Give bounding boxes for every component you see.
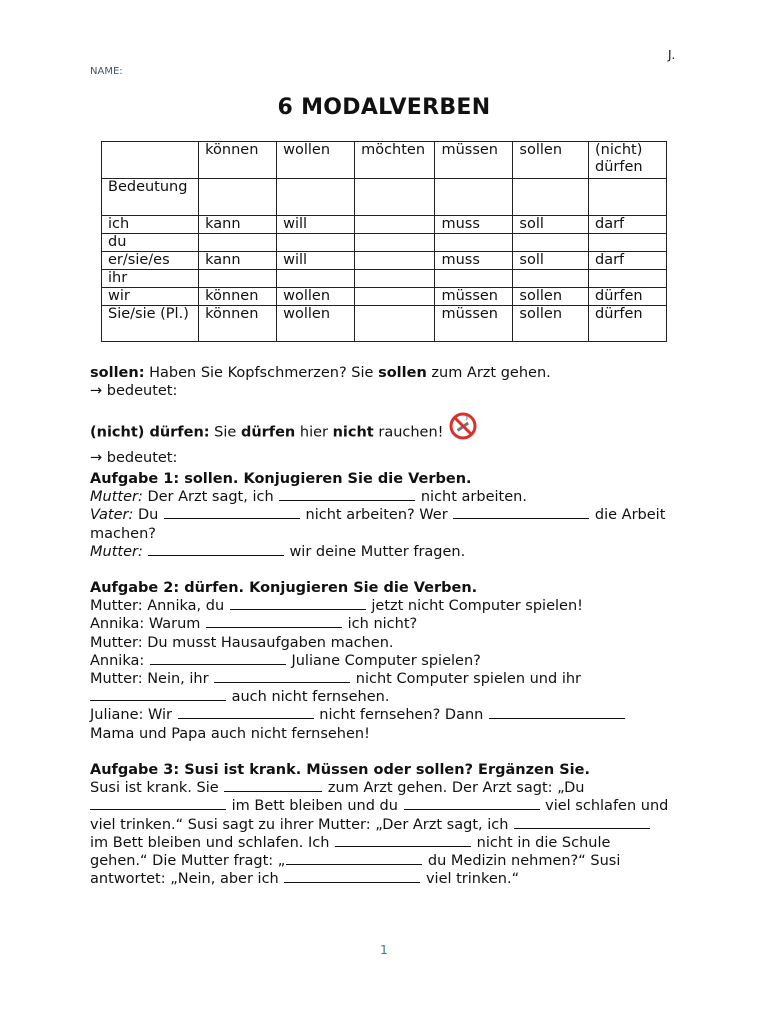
table-cell: [435, 179, 513, 216]
table-cell: wir: [102, 288, 199, 306]
table-cell: darf: [588, 216, 666, 234]
line-text: Juliane Computer spielen?: [286, 652, 481, 669]
line-text: viel schlafen und: [540, 798, 669, 815]
keyword: nicht: [332, 424, 374, 441]
answer-blank[interactable]: [90, 688, 226, 701]
speaker-label: Vater:: [90, 507, 134, 524]
answer-blank[interactable]: [90, 797, 226, 810]
table-cell: [277, 179, 355, 216]
table-cell: sollen: [513, 306, 589, 342]
table-cell: [277, 270, 355, 288]
line-text: die Arbeit: [590, 507, 666, 524]
aufgabe-2-heading: Aufgabe 2: dürfen. Konjugieren Sie die Verben.: [90, 580, 478, 596]
table-cell: [277, 234, 355, 252]
table-cell: müssen: [435, 306, 513, 342]
example-text: rauchen!: [373, 424, 444, 441]
line-text: im Bett bleiben und du: [227, 798, 403, 815]
table-cell: [199, 179, 277, 216]
table-cell: du: [102, 234, 199, 252]
keyword: sollen: [378, 365, 427, 381]
table-header-cell: müssen: [435, 142, 513, 179]
table-cell: können: [199, 288, 277, 306]
table-cell: müssen: [435, 288, 513, 306]
table-header-cell: (nicht) dürfen: [588, 142, 666, 179]
sollen-example: [90, 364, 690, 400]
table-cell: [513, 179, 589, 216]
name-label: NAME:: [90, 66, 123, 77]
table-cell: [199, 270, 277, 288]
line-text: viel trinken.“ Susi sagt zu ihrer Mutter: „Der Arzt sagt, ich: [90, 816, 514, 833]
table-cell: Bedeutung: [102, 179, 199, 216]
table-cell: [355, 234, 435, 252]
line-text: Mutter: Du musst Hausaufgaben machen.: [90, 634, 394, 651]
table-cell: [435, 270, 513, 288]
line-text: Du: [133, 507, 163, 524]
table-cell: will: [277, 252, 355, 270]
answer-blank[interactable]: [404, 797, 540, 810]
table-header-cell: möchten: [355, 142, 435, 179]
duerfen-example: [90, 416, 690, 467]
table-cell: darf: [588, 252, 666, 270]
corner-initial: J.: [668, 48, 676, 62]
answer-blank[interactable]: [150, 652, 286, 665]
table-cell: [588, 179, 666, 216]
line-text: Susi ist krank. Sie: [90, 780, 224, 797]
line-text: machen?: [90, 525, 156, 542]
answer-blank[interactable]: [214, 670, 350, 683]
sollen-label: sollen:: [90, 365, 145, 381]
line-text: auch nicht fernsehen.: [227, 689, 390, 706]
table-cell: wollen: [277, 306, 355, 342]
table-header-cell: wollen: [277, 142, 355, 179]
line-text: zum Arzt gehen. Der Arzt sagt: „Du: [323, 780, 585, 797]
table-cell: [355, 288, 435, 306]
aufgabe-3-heading: Aufgabe 3: Susi ist krank. Müssen oder sollen? Ergänzen Sie.: [90, 762, 590, 778]
answer-blank[interactable]: [453, 506, 589, 519]
page-number: 1: [380, 943, 388, 957]
meaning-line: → bedeutet:: [90, 383, 178, 400]
answer-blank[interactable]: [279, 488, 415, 501]
answer-blank[interactable]: [514, 816, 650, 829]
line-text: nicht arbeiten? Wer: [300, 507, 453, 524]
table-cell: Sie/sie (Pl.): [102, 306, 199, 342]
line-text: antwortet: „Nein, aber ich: [90, 871, 284, 888]
example-text: Sie: [209, 424, 241, 441]
line-text: Juliane: Wir: [90, 707, 177, 724]
answer-blank[interactable]: [224, 779, 322, 792]
table-header-cell: können: [199, 142, 277, 179]
table-cell: muss: [435, 252, 513, 270]
table-row: [102, 270, 667, 288]
answer-blank[interactable]: [206, 615, 342, 628]
table-cell: kann: [199, 252, 277, 270]
table-cell: er/sie/es: [102, 252, 199, 270]
table-cell: ihr: [102, 270, 199, 288]
table-row: [102, 306, 667, 342]
line-text: Mama und Papa auch nicht fernsehen!: [90, 725, 370, 742]
table-cell: wollen: [277, 288, 355, 306]
table-cell: dürfen: [588, 288, 666, 306]
line-text: Annika: Warum: [90, 616, 206, 633]
aufgabe-2: [90, 579, 690, 743]
speaker-label: Mutter:: [90, 489, 143, 506]
answer-blank[interactable]: [284, 870, 420, 883]
line-text: Der Arzt sagt, ich: [142, 489, 279, 506]
table-cell: sollen: [513, 288, 589, 306]
line-text: nicht arbeiten.: [416, 489, 527, 506]
table-row: [102, 179, 667, 216]
keyword: dürfen: [240, 424, 296, 441]
table-header-cell: sollen: [513, 142, 589, 179]
table-row: [102, 252, 667, 270]
table-row: [102, 234, 667, 252]
line-text: nicht Computer spielen und ihr: [351, 671, 581, 688]
line-text: nicht in die Schule: [472, 834, 611, 851]
line-text: viel trinken.“: [421, 871, 520, 888]
meaning-line: → bedeutet:: [90, 450, 178, 467]
answer-blank[interactable]: [164, 506, 300, 519]
modal-verb-table: [101, 141, 667, 342]
table-cell: [513, 234, 589, 252]
line-text: ich nicht?: [343, 616, 418, 633]
table-header-cell: [102, 142, 199, 179]
line-text: im Bett bleiben und schlafen. Ich: [90, 834, 335, 851]
table-cell: [435, 234, 513, 252]
duerfen-label: (nicht) dürfen:: [90, 424, 210, 441]
table-cell: muss: [435, 216, 513, 234]
table-cell: soll: [513, 252, 589, 270]
table-cell: ich: [102, 216, 199, 234]
example-text: hier: [295, 424, 333, 441]
aufgabe-1-heading: Aufgabe 1: sollen. Konjugieren Sie die Verben.: [90, 471, 472, 487]
table-cell: soll: [513, 216, 589, 234]
table-cell: [513, 270, 589, 288]
table-cell: will: [277, 216, 355, 234]
line-text: Annika:: [90, 652, 149, 669]
table-cell: [588, 234, 666, 252]
line-text: gehen.“ Die Mutter fragt: „: [90, 853, 286, 870]
table-row: [102, 288, 667, 306]
table-header-row: [102, 142, 667, 179]
line-text: nicht fernsehen? Dann: [314, 707, 488, 724]
table-cell: können: [199, 306, 277, 342]
answer-blank[interactable]: [286, 852, 422, 865]
no-smoking-icon: [449, 412, 477, 445]
table-cell: [588, 270, 666, 288]
speaker-label: Mutter:: [90, 543, 143, 560]
table-cell: kann: [199, 216, 277, 234]
table-cell: [355, 270, 435, 288]
table-cell: [355, 306, 435, 342]
table-cell: [355, 252, 435, 270]
aufgabe-1: [90, 470, 690, 561]
answer-blank[interactable]: [230, 597, 366, 610]
line-text: jetzt nicht Computer spielen!: [366, 598, 583, 615]
answer-blank[interactable]: [148, 543, 284, 556]
line-text: Mutter: Annika, du: [90, 598, 229, 615]
table-row: [102, 216, 667, 234]
answer-blank[interactable]: [335, 834, 471, 847]
example-text: Haben Sie Kopfschmerzen? Sie: [144, 365, 379, 381]
table-cell: [355, 216, 435, 234]
answer-blank[interactable]: [489, 706, 625, 719]
answer-blank[interactable]: [178, 706, 314, 719]
aufgabe-3: [90, 761, 690, 888]
line-text: Mutter: Nein, ihr: [90, 671, 214, 688]
line-text: wir deine Mutter fragen.: [284, 543, 466, 560]
line-text: du Medizin nehmen?“ Susi: [423, 853, 621, 870]
table-cell: [355, 179, 435, 216]
page-title: 6 MODALVERBEN: [277, 95, 491, 120]
example-text: zum Arzt gehen.: [426, 365, 551, 381]
table-cell: dürfen: [588, 306, 666, 342]
table-cell: [199, 234, 277, 252]
